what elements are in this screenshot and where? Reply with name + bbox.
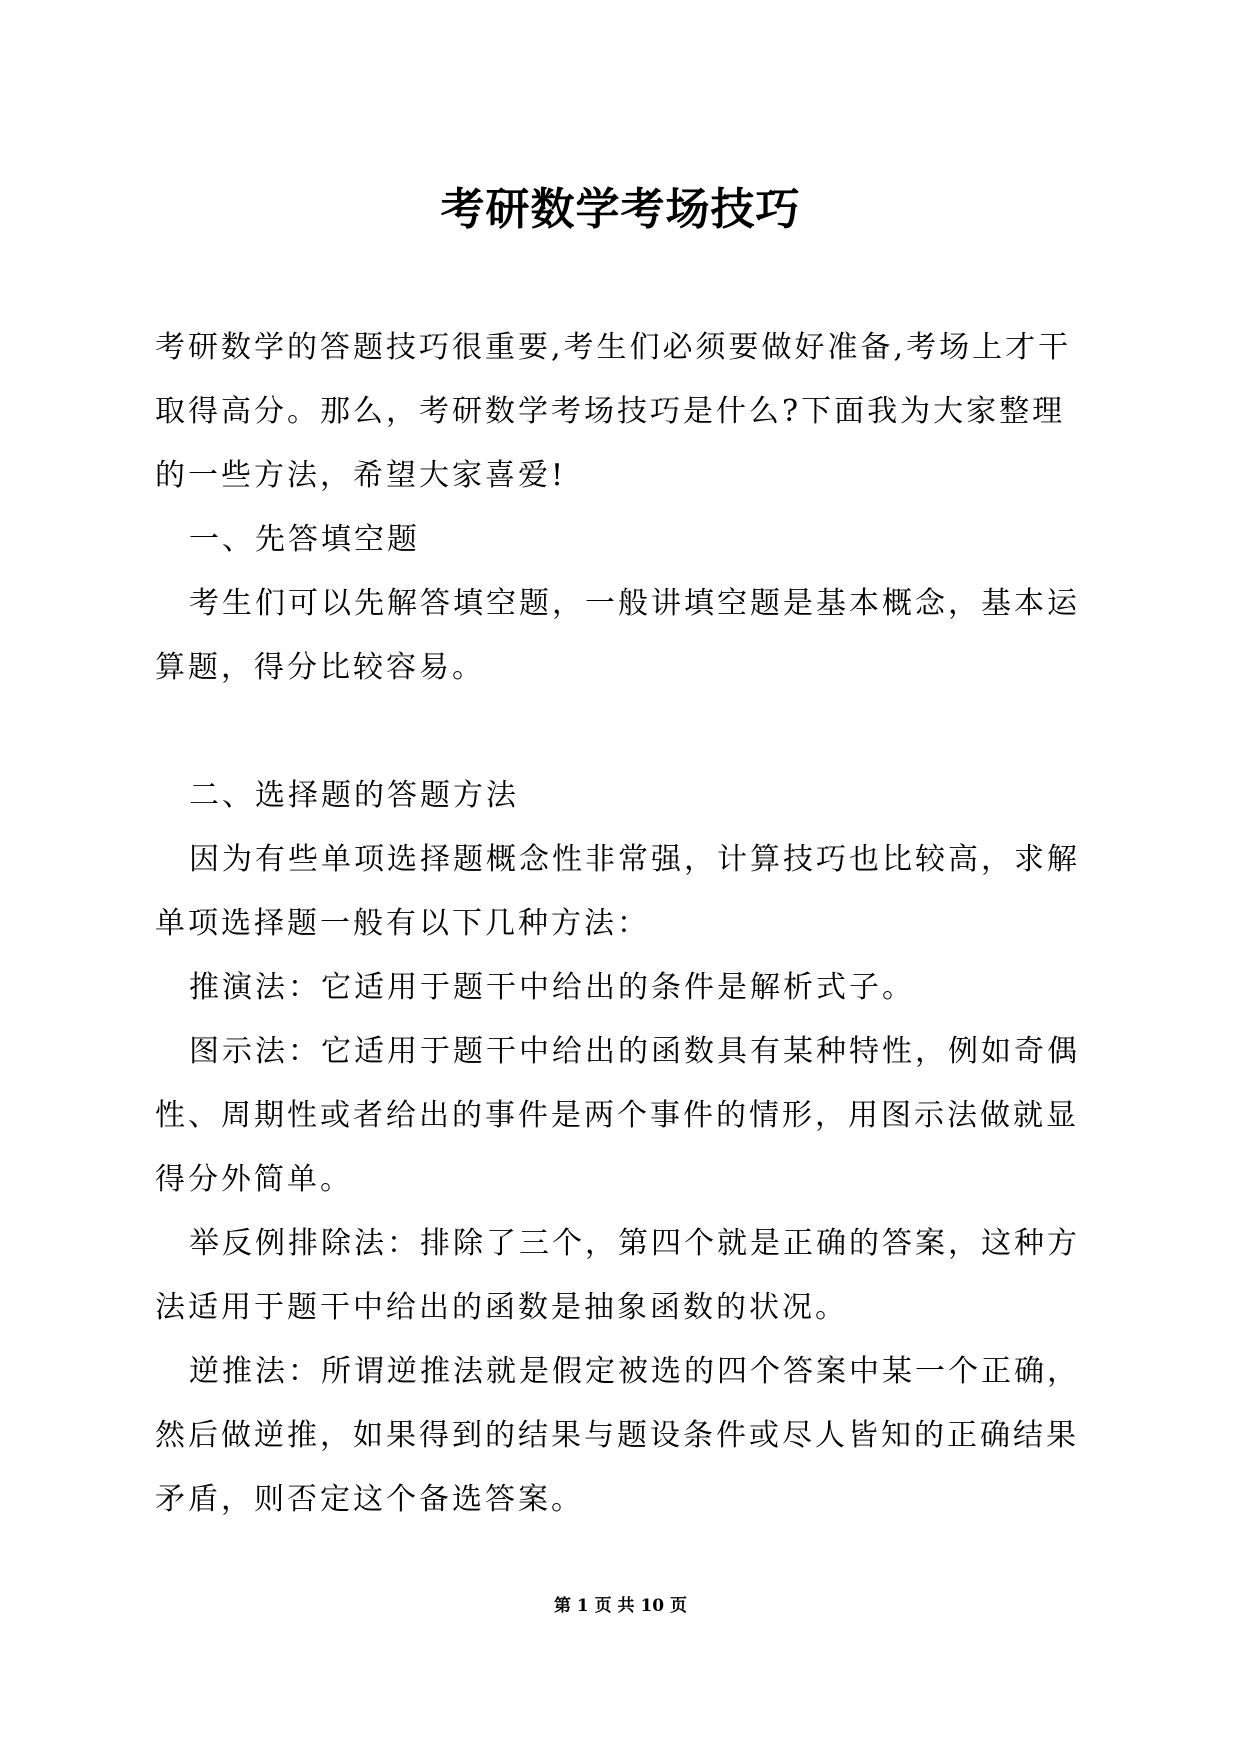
choice-intro-paragraph: 因为有些单项选择题概念性非常强，计算技巧也比较高，求解单项选择题一般有以下几种方法： bbox=[155, 842, 1080, 941]
intro-paragraph: 考研数学的答题技巧很重要,考生们必须要做好准备,考场上才干取得高分。那么，考研数学考场技巧是什么?下面我为大家整理的一些方法，希望大家喜爱! bbox=[155, 330, 1072, 493]
document-title: 考研数学考场技巧 bbox=[440, 184, 801, 235]
reverse-method-paragraph: 逆推法：所谓逆推法就是假定被选的四个答案中某一个正确，然后做逆推，如果得到的结果与题设条件或尽人皆知的正确结果矛盾，则否定这个备选答案。 bbox=[155, 1354, 1080, 1517]
fill-in-paragraph: 考生们可以先解答填空题，一般讲填空题是基本概念，基本运算题，得分比较容易。 bbox=[155, 586, 1080, 685]
counterexample-method-paragraph: 举反例排除法：排除了三个，第四个就是正确的答案，这种方法适用于题干中给出的函数是抽象函数的状况。 bbox=[155, 1226, 1080, 1325]
document-body bbox=[155, 316, 1085, 1532]
page-number-footer: 第 1 页 共 10 页 bbox=[553, 1596, 688, 1616]
section-heading-fill-in: 一、先答填空题 bbox=[189, 522, 420, 557]
blank-line bbox=[155, 700, 1085, 764]
graphic-method-paragraph: 图示法：它适用于题干中给出的函数具有某种特性，例如奇偶性、周期性或者给出的事件是两个事件的情形，用图示法做就显得分外简单。 bbox=[155, 1034, 1080, 1197]
deduction-method-paragraph: 推演法：它适用于题干中给出的条件是解析式子。 bbox=[189, 970, 915, 1005]
section-heading-choice: 二、选择题的答题方法 bbox=[189, 778, 519, 813]
